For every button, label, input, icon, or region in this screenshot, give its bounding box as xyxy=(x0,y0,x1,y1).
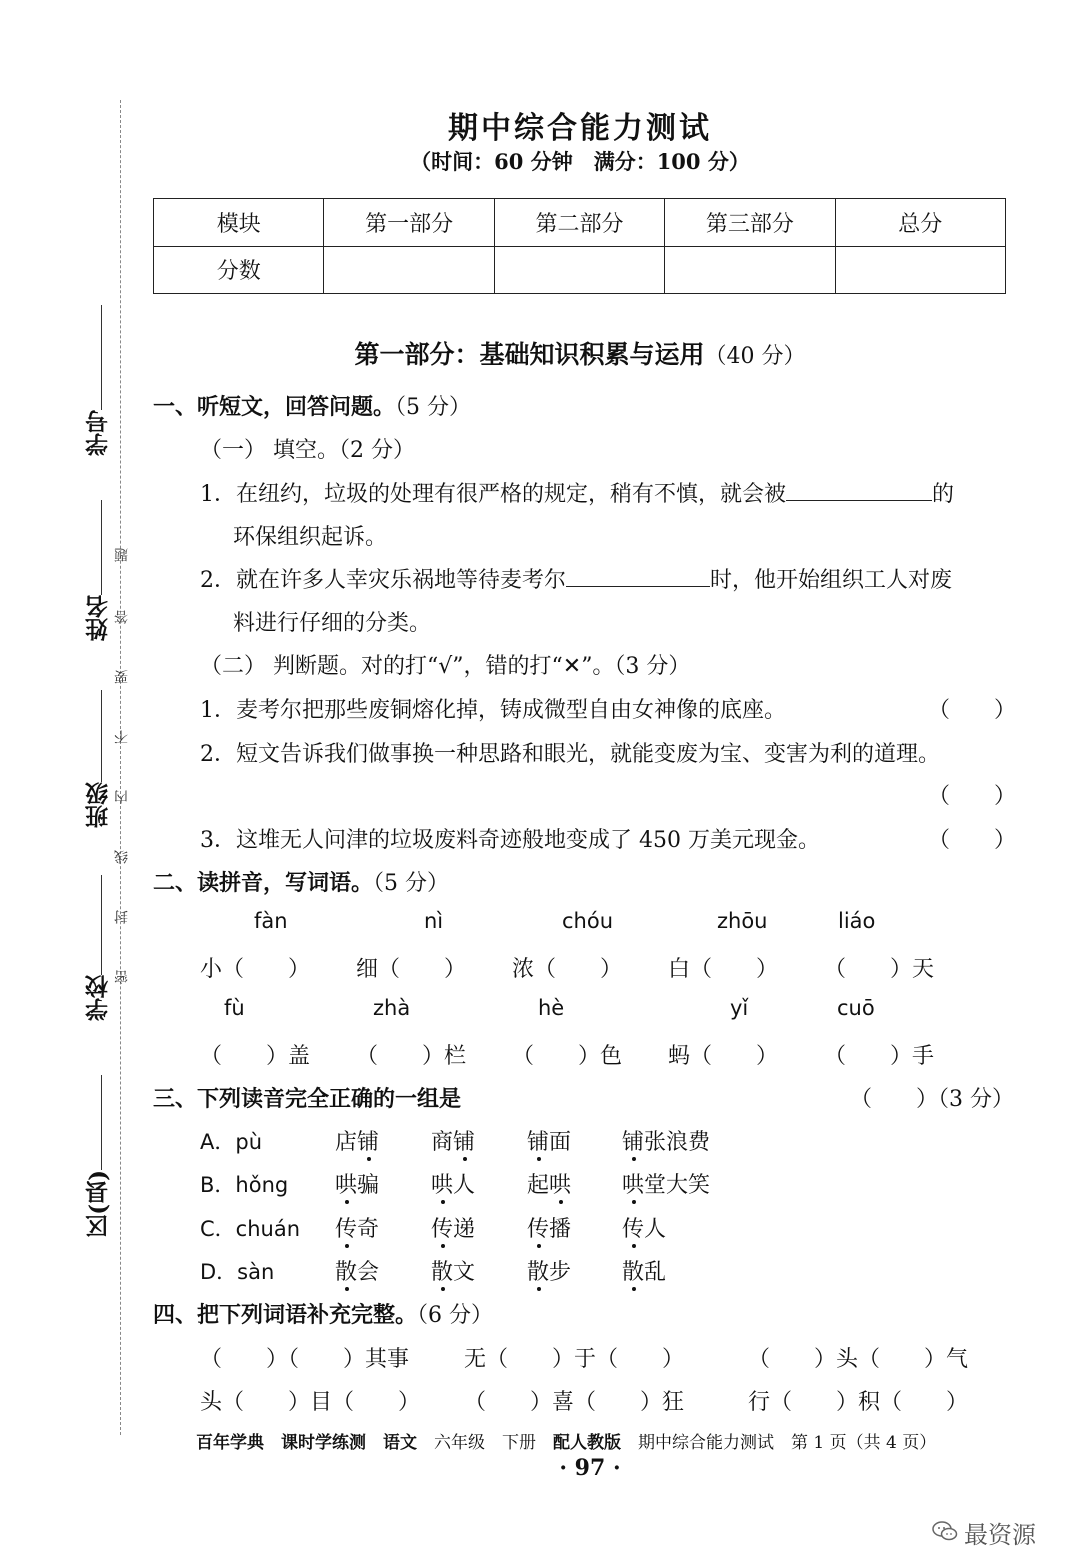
emphasis-dot xyxy=(559,1200,563,1204)
pinyin: yǐ xyxy=(730,996,749,1020)
emphasis-dot xyxy=(537,1287,541,1291)
watermark-text: 最资源 xyxy=(964,1521,1036,1549)
name-line xyxy=(101,500,102,595)
q1-judge1: 1．麦考尔把那些废铜熔化掉，铸成微型自由女神像的底座。 xyxy=(200,698,786,723)
page-title: 期中综合能力测试 xyxy=(448,111,712,146)
wechat-icon xyxy=(932,1521,958,1541)
q1-points: （5 分） xyxy=(395,395,472,420)
q1-fill1-cont: 环保组织起诉。 xyxy=(233,525,388,550)
seal-char: 密 xyxy=(114,970,130,984)
school-line xyxy=(101,875,102,975)
word-blank[interactable]: （ ）手 xyxy=(824,1044,935,1069)
word-blank[interactable]: （ ）天 xyxy=(824,957,935,982)
option-word: 传奇 xyxy=(335,1217,380,1242)
q2-heading-text: 二、读拼音，写词语。 xyxy=(153,871,374,896)
label-student-id: 学号 xyxy=(85,410,112,456)
q1-fill1-line xyxy=(200,477,954,508)
idiom-blank[interactable]: （ ）头（ ）气 xyxy=(748,1347,969,1372)
pinyin: chóu xyxy=(562,909,614,933)
option-word: 散会 xyxy=(335,1260,380,1285)
q2-heading xyxy=(153,866,449,897)
score-cell-part2[interactable] xyxy=(494,246,664,294)
word-blank[interactable]: 白（ ） xyxy=(668,957,779,982)
emphasis-dot xyxy=(441,1200,445,1204)
part1-title-text: 第一部分：基础知识积累与运用 xyxy=(354,340,705,369)
seal-char: 线 xyxy=(114,850,130,864)
option-word: 哄人 xyxy=(431,1173,476,1198)
q1-fill1-end: 的 xyxy=(932,482,955,507)
footer-brand: 百年学典 课时学练测 xyxy=(196,1433,366,1453)
emphasis-dot xyxy=(632,1287,636,1291)
option-word: 哄堂大笑 xyxy=(622,1173,711,1198)
q1-judge2-answer[interactable]: （ ） xyxy=(928,784,1017,809)
table-header-cell: 第三部分 xyxy=(665,199,835,247)
table-header-cell: 第二部分 xyxy=(494,199,664,247)
idiom-blank[interactable]: 行（ ）积（ ） xyxy=(748,1390,969,1415)
idiom-blank[interactable]: 头（ ）目（ ） xyxy=(200,1390,421,1415)
option-word: 传人 xyxy=(622,1217,667,1242)
idiom-blank[interactable]: （ ）（ ）其事 xyxy=(200,1347,410,1372)
option-word: 铺张浪费 xyxy=(622,1130,711,1155)
seal-char: 答 xyxy=(114,610,130,624)
seal-char: 要 xyxy=(114,670,130,684)
seal-char: 不 xyxy=(114,730,130,744)
label-district: 区(县) xyxy=(85,1170,112,1238)
q1-fill2-line xyxy=(200,563,952,594)
q1-heading xyxy=(153,390,471,421)
q4-points: （6 分） xyxy=(417,1303,494,1328)
pinyin: zhōu xyxy=(717,909,768,933)
option-word: 商铺 xyxy=(431,1130,476,1155)
pinyin: fù xyxy=(224,996,245,1020)
q3-heading: 三、下列读音完全正确的一组是 xyxy=(153,1087,462,1112)
footer-subject: 语文 xyxy=(383,1433,417,1453)
option-word: 散步 xyxy=(527,1260,572,1285)
emphasis-dot xyxy=(463,1157,467,1161)
seal-char: 内 xyxy=(114,790,130,804)
pinyin: fàn xyxy=(254,909,288,933)
pinyin: cuō xyxy=(837,996,875,1020)
option-word: 铺面 xyxy=(527,1130,572,1155)
option-word: 散乱 xyxy=(622,1260,667,1285)
class-line xyxy=(101,690,102,782)
footer-edition: 配人教版 xyxy=(553,1433,621,1453)
option-word: 传播 xyxy=(527,1217,572,1242)
option-word: 店铺 xyxy=(335,1130,380,1155)
q2-points: （5 分） xyxy=(373,871,450,896)
seal-char: 封 xyxy=(114,910,130,924)
table-header-cell: 总分 xyxy=(835,199,1005,247)
option-word: 起哄 xyxy=(527,1173,572,1198)
pinyin: zhà xyxy=(373,996,411,1020)
q1-fill2-blank[interactable] xyxy=(566,568,710,587)
option-word: 传递 xyxy=(431,1217,476,1242)
option-word: 哄骗 xyxy=(335,1173,380,1198)
score-cell-total[interactable] xyxy=(835,246,1005,294)
emphasis-dot xyxy=(367,1157,371,1161)
table-row xyxy=(154,246,1006,294)
q1-heading-text: 一、听短文，回答问题。 xyxy=(153,395,396,420)
emphasis-dot xyxy=(537,1244,541,1248)
q1-sub2: （二） 判断题。对的打“√”，错的打“✕”。（3 分） xyxy=(200,654,691,679)
footer-grade: 六年级 下册 xyxy=(434,1433,553,1453)
district-line xyxy=(101,1075,102,1170)
q1-judge3-answer[interactable]: （ ） xyxy=(928,828,1017,853)
pinyin: nì xyxy=(424,909,444,933)
q1-fill2-text: 2．就在许多人幸灾乐祸地等待麦考尔 xyxy=(200,568,566,593)
part1-points: （40 分） xyxy=(704,344,806,369)
page-number: · 97 · xyxy=(559,1455,621,1481)
emphasis-dot xyxy=(345,1200,349,1204)
option-d-label[interactable]: D．sàn xyxy=(200,1260,275,1284)
option-word: 散文 xyxy=(431,1260,476,1285)
q1-fill2-cont: 料进行仔细的分类。 xyxy=(233,611,432,636)
emphasis-dot xyxy=(632,1200,636,1204)
table-row xyxy=(154,199,1006,247)
score-cell-part1[interactable] xyxy=(324,246,494,294)
idiom-blank[interactable]: 无（ ）于（ ） xyxy=(464,1347,685,1372)
footer xyxy=(196,1428,936,1453)
score-table xyxy=(153,198,1006,294)
q1-judge3: 3．这堆无人问津的垃圾废料奇迹般地变成了 450 万美元现金。 xyxy=(200,828,820,853)
emphasis-dot xyxy=(345,1287,349,1291)
emphasis-dot xyxy=(441,1244,445,1248)
q1-judge1-answer[interactable]: （ ） xyxy=(928,698,1017,723)
emphasis-dot xyxy=(441,1287,445,1291)
word-blank[interactable]: （ ）盖 xyxy=(200,1044,311,1069)
emphasis-dot xyxy=(345,1244,349,1248)
q3-answer[interactable]: （ ）（3 分） xyxy=(850,1087,1014,1112)
label-name: 姓名 xyxy=(85,595,112,641)
table-header-cell: 模块 xyxy=(154,199,324,247)
part1-title xyxy=(0,335,1080,371)
q1-fill1-text: 1．在纽约，垃圾的处理有很严格的规定，稍有不慎，就会被 xyxy=(200,482,786,507)
q4-heading-text: 四、把下列词语补充完整。 xyxy=(153,1303,418,1328)
pinyin: liáo xyxy=(838,909,876,933)
seal-char: 题 xyxy=(114,548,130,562)
table-row-label: 分数 xyxy=(154,246,324,294)
table-header-cell: 第一部分 xyxy=(324,199,494,247)
q1-judge2: 2．短文告诉我们做事换一种思路和眼光，就能变废为宝、变害为利的道理。 xyxy=(200,742,940,767)
footer-page-info: 期中综合能力测试 第 1 页（共 4 页） xyxy=(621,1433,937,1453)
score-cell-part3[interactable] xyxy=(665,246,835,294)
option-c-label[interactable]: C．chuán xyxy=(200,1217,301,1241)
q1-fill2-end: 时，他开始组织工人对废 xyxy=(710,568,953,593)
q1-sub1: （一） 填空。（2 分） xyxy=(200,438,415,463)
q1-fill1-blank[interactable] xyxy=(786,482,932,501)
page-subtitle: （时间：60 分钟 满分：100 分） xyxy=(410,149,750,174)
word-blank[interactable]: 小（ ） xyxy=(200,957,311,982)
word-blank[interactable]: （ ）栏 xyxy=(356,1044,467,1069)
emphasis-dot xyxy=(632,1244,636,1248)
word-blank[interactable]: 浓（ ） xyxy=(512,957,623,982)
emphasis-dot xyxy=(537,1157,541,1161)
word-blank[interactable]: 细（ ） xyxy=(356,957,467,982)
label-school: 学校 xyxy=(85,975,112,1021)
pinyin: hè xyxy=(538,996,565,1020)
emphasis-dot xyxy=(632,1157,636,1161)
option-a-label[interactable]: A．pù xyxy=(200,1130,263,1154)
q4-heading xyxy=(153,1298,493,1329)
label-class: 班级 xyxy=(85,782,112,828)
option-b-label[interactable]: B．hǒng xyxy=(200,1173,289,1197)
word-blank[interactable]: （ ）色 xyxy=(512,1044,623,1069)
word-blank[interactable]: 蚂（ ） xyxy=(668,1044,779,1069)
binding-dashed-line xyxy=(120,100,121,1435)
idiom-blank[interactable]: （ ）喜（ ）狂 xyxy=(464,1390,685,1415)
